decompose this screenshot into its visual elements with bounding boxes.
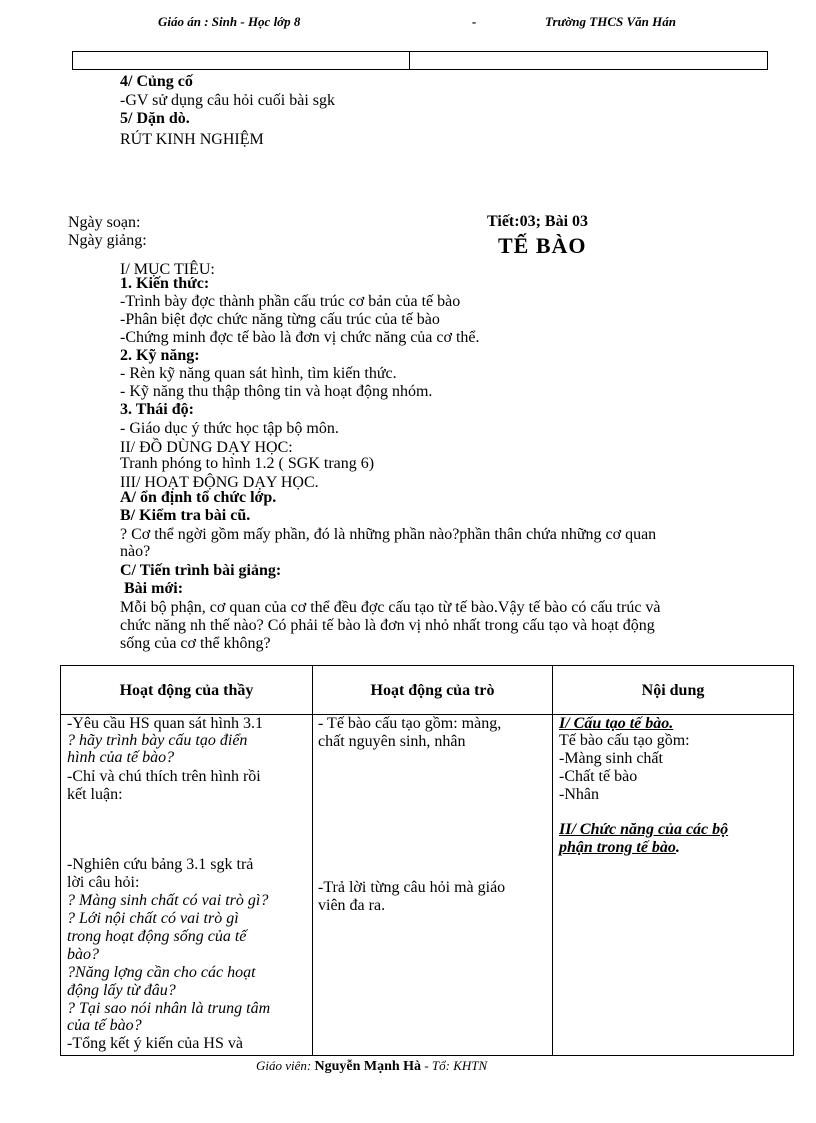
teacher-line: ? Lới nội chất có vai trò gì: [67, 910, 239, 927]
teacher-line: -Nghiên cứu bảng 3.1 sgk trả: [67, 856, 254, 873]
materials-heading: II/ ĐỒ DÙNG DẠY HỌC:: [120, 439, 293, 456]
section4-text: -GV sử dụng câu hỏi cuối bài sgk: [120, 92, 336, 109]
content-line: Tế bào cấu tạo gồm:: [559, 732, 690, 749]
knowledge-heading: 1. Kiến thức:: [120, 275, 210, 292]
footer-suffix: - Tổ: KHTN: [424, 1058, 488, 1073]
section4-heading: 4/ Củng cố: [120, 73, 193, 90]
teacher-line: -Yêu cầu HS quan sát hình 3.1: [67, 715, 263, 732]
footer: [256, 1058, 487, 1075]
step-a: A/ ổn định tổ chức lớp.: [120, 489, 277, 506]
ngay-giang: Ngày giảng:: [68, 232, 147, 249]
header-teacher: Hoạt động của thầy: [61, 666, 313, 715]
table-row: [61, 715, 794, 1056]
content-line: -Chất tế bào: [559, 768, 638, 785]
teacher-name: Nguyễn Mạnh Hà: [314, 1059, 422, 1074]
student-line: viên đa ra.: [318, 897, 386, 914]
footer-prefix: Giáo viên:: [256, 1058, 312, 1073]
objectives-heading: I/ MỤC TIÊU:: [120, 261, 215, 278]
rut-kinh-nghiem: RÚT KINH NGHIỆM: [120, 131, 264, 148]
teacher-line: -Tổng kết ý kiến của HS và: [67, 1035, 243, 1052]
activities-heading: III/ HOẠT ĐỘNG DẠY HỌC.: [120, 474, 319, 491]
intro-line1: Mỗi bộ phận, cơ quan của cơ thể đều đợc cấu tạo từ tế bào.Vậy tế bào có cấu trúc và: [120, 599, 661, 616]
header-dot: -: [472, 14, 477, 29]
teacher-line: kết luận:: [67, 786, 123, 803]
header-content: Nội dung: [553, 666, 794, 715]
teacher-cell: [61, 715, 313, 1056]
teacher-line: lời câu hỏi:: [67, 874, 140, 891]
lesson-title: TẾ BÀO: [498, 233, 587, 258]
header-right: Trường THCS Văn Hán: [545, 14, 676, 29]
bai-moi: Bài mới:: [124, 580, 184, 597]
attitude-heading: 3. Thái độ:: [120, 401, 194, 418]
teacher-line: của tế bào?: [67, 1017, 142, 1034]
teacher-line: động lấy từ đâu?: [67, 982, 176, 999]
content-heading-period: .: [675, 839, 680, 856]
content-line: -Nhân: [559, 786, 599, 803]
skills-item: - Kỹ năng thu thập thông tin và hoạt động nhóm.: [120, 383, 433, 400]
header-left: Giáo án : Sinh - Học lớp 8: [158, 14, 301, 29]
review-question-line2: nào?: [120, 543, 151, 560]
materials-text: Tranh phóng to hình 1.2 ( SGK trang 6): [120, 455, 375, 472]
top-table-box: [72, 51, 768, 70]
section5-heading: 5/ Dặn dò.: [120, 110, 190, 127]
student-line: -Trả lời từng câu hỏi mà giáo: [318, 879, 506, 896]
table-header-row: [61, 666, 794, 715]
content-line: -Màng sinh chất: [559, 750, 663, 767]
content-heading-text: phận trong tế bào: [559, 839, 676, 856]
step-b: B/ Kiểm tra bài cũ.: [120, 507, 251, 524]
top-table-divider: [409, 52, 410, 69]
teacher-line: hình của tế bào?: [67, 749, 175, 766]
student-line: - Tế bào cấu tạo gồm: màng,: [318, 715, 502, 732]
skills-item: - Rèn kỹ năng quan sát hình, tìm kiến thức.: [120, 365, 397, 382]
student-line: chất nguyên sinh, nhân: [318, 733, 466, 750]
content-heading: II/ Chức năng của các bộ: [559, 821, 729, 838]
teacher-line: bào?: [67, 946, 99, 963]
skills-heading: 2. Kỹ năng:: [120, 347, 200, 364]
teacher-line: -Chỉ và chú thích trên hình rồi: [67, 768, 261, 785]
content-cell: [553, 715, 794, 1056]
teacher-line: ? hãy trình bày cấu tạo điển: [67, 732, 248, 749]
content-heading: I/ Cấu tạo tế bào.: [559, 715, 674, 732]
knowledge-item: -Chứng minh đợc tế bào là đơn vị chức năng của cơ thể.: [120, 329, 480, 346]
intro-line3: sống của cơ thể không?: [120, 635, 271, 652]
review-question-line1: ? Cơ thể ngời gồm mấy phần, đó là những phần nào?phần thân chứa những cơ quan: [120, 526, 657, 543]
step-c: C/ Tiến trình bài giảng:: [120, 562, 282, 579]
teacher-line: ? Màng sinh chất có vai trò gì?: [67, 892, 269, 909]
teacher-line: ? Tại sao nói nhân là trung tâm: [67, 1000, 271, 1017]
header-student: Hoạt động của trò: [313, 666, 553, 715]
student-cell: [313, 715, 553, 1056]
knowledge-item: -Phân biệt đợc chức năng từng cấu trúc của tế bào: [120, 311, 440, 328]
content-heading-line2: [559, 839, 680, 856]
teacher-line: trong hoạt động sống của tế: [67, 928, 247, 945]
lesson-table: [60, 665, 794, 1056]
attitude-text: - Giáo dục ý thức học tập bộ môn.: [120, 420, 339, 437]
ngay-soan: Ngày soạn:: [68, 214, 141, 231]
lesson-number: Tiết:03; Bài 03: [487, 213, 589, 230]
intro-line2: chức năng nh thế nào? Có phải tế bào là đơn vị nhỏ nhất trong cấu tạo và hoạt động: [120, 617, 655, 634]
knowledge-item: -Trình bày đợc thành phần cấu trúc cơ bản của tế bào: [120, 293, 461, 310]
teacher-line: ?Năng lợng cần cho các hoạt: [67, 964, 256, 981]
